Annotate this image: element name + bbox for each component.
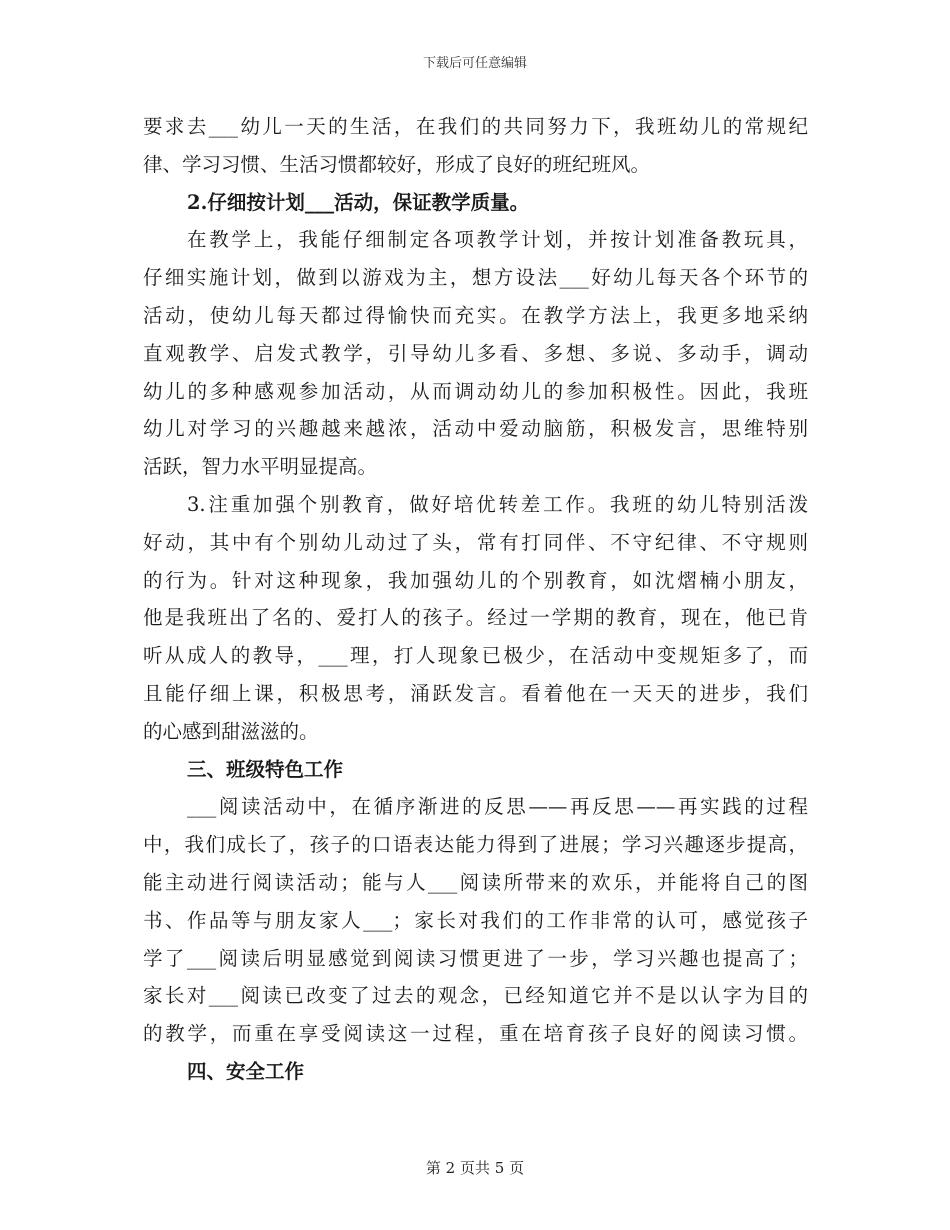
text-line: 三、班级特色工作 — [187, 757, 344, 781]
text-line: 仔细实施计划，做到以游戏为主，想方设法___好幼儿每天各个环节的 — [143, 266, 808, 290]
page-footer: 第 2 页共 5 页 — [425, 1159, 525, 1177]
text-line: 2.仔细按计划___活动，保证教学质量。 — [187, 190, 530, 214]
text-line: 活动，使幼儿每天都过得愉快而充实。在教学方法上，我更多地采纳 — [143, 303, 808, 327]
text-line: 家长对___阅读已改变了过去的观念，已经知道它并不是以认字为目的 — [143, 984, 808, 1008]
text-line: 律、学习习惯、生活习惯都较好，形成了良好的班纪班风。 — [143, 152, 651, 176]
text-line: 书、作品等与朋友家人___；家长对我们的工作非常的认可，感觉孩子 — [143, 908, 808, 932]
text-line: 的行为。针对这种现象，我加强幼儿的个别教育，如沈熠楠小朋友， — [143, 568, 808, 592]
text-line: 直观教学、启发式教学，引导幼儿多看、多想、多说、多动手，调动 — [143, 341, 808, 365]
text-line: 学了___阅读后明显感觉到阅读习惯更进了一步，学习兴趣也提高了； — [143, 946, 808, 970]
text-line: 要求去___幼儿一天的生活，在我们的共同努力下，我班幼儿的常规纪 — [143, 115, 808, 138]
text-line: 能主动进行阅读活动；能与人___阅读所带来的欢乐，并能将自己的图 — [143, 870, 808, 894]
text-line: 的心感到甜滋滋的。 — [143, 719, 319, 743]
page-header: 下载后可任意编辑 — [422, 56, 527, 71]
text-line: 他是我班出了名的、爱打人的孩子。经过一学期的教育，现在，他已肯 — [143, 606, 808, 630]
text-line: 四、安全工作 — [187, 1059, 305, 1083]
text-line: 的教学，而重在享受阅读这一过程，重在培育孩子良好的阅读习惯。 — [143, 1022, 808, 1046]
text-line: 幼儿对学习的兴趣越来越浓，活动中爱动脑筋，积极发言，思维特别 — [143, 417, 808, 441]
text-line: 幼儿的多种感观参加活动，从而调动幼儿的参加积极性。因此，我班 — [143, 379, 808, 403]
text-line: 中，我们成长了，孩子的口语表达能力得到了进展；学习兴趣逐步提高， — [143, 833, 808, 857]
document-body — [143, 108, 808, 1091]
text-line: 3.注重加强个别教育，做好培优转差工作。我班的幼儿特别活泼 — [187, 492, 808, 516]
text-line: ___阅读活动中，在循序渐进的反思——再反思——再实践的过程 — [187, 795, 808, 819]
text-line: 在教学上，我能仔细制定各项教学计划，并按计划准备教玩具， — [187, 228, 808, 252]
text-line: 听从成人的教导，___理，打人现象已极少，在活动中变规矩多了，而 — [143, 644, 808, 668]
text-line: 活跃，智力水平明显提高。 — [143, 455, 378, 479]
text-line: 且能仔细上课，积极思考，涌跃发言。看着他在一天天的进步，我们 — [143, 681, 808, 705]
text-line: 好动，其中有个别幼儿动过了头，常有打同伴、不守纪律、不守规则 — [143, 530, 808, 554]
